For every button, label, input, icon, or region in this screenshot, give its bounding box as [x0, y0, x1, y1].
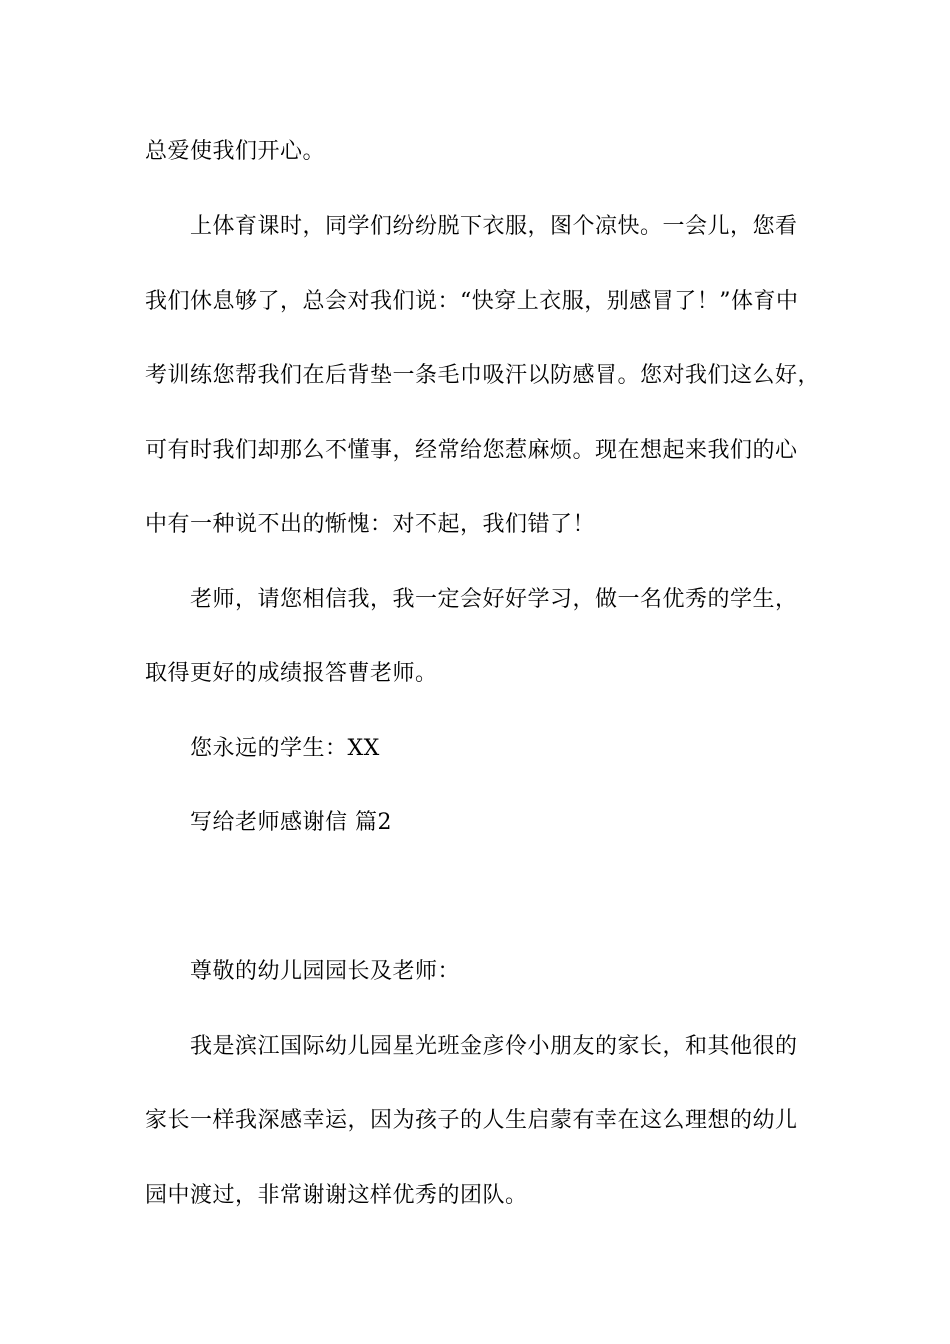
paragraph-line: 家长一样我深感幸运，因为孩子的人生启蒙有幸在这么理想的幼儿: [145, 1108, 798, 1133]
salutation-line: 尊敬的幼儿园园长及老师：: [190, 959, 461, 984]
paragraph-line: 中有一种说不出的惭愧：对不起，我们错了！: [145, 512, 596, 537]
signature-line: 您永远的学生：XX: [190, 736, 380, 761]
paragraph-line: 园中渡过，非常谢谢这样优秀的团队。: [145, 1183, 528, 1208]
paragraph-line: 我们休息够了，总会对我们说：“快穿上衣服，别感冒了！”体育中: [145, 289, 799, 314]
section-heading: 写给老师感谢信 篇2: [190, 810, 392, 835]
paragraph-line: 总爱使我们开心。: [145, 139, 326, 164]
paragraph-line: 老师，请您相信我，我一定会好好学习，做一名优秀的学生，: [190, 587, 798, 612]
paragraph-line: 取得更好的成绩报答曹老师。: [145, 661, 438, 686]
paragraph-line: 我是滨江国际幼儿园星光班金彦伶小朋友的家长，和其他很的: [190, 1034, 798, 1059]
paragraph-line: 可有时我们却那么不懂事，经常给您惹麻烦。现在想起来我们的心: [145, 438, 798, 463]
paragraph-line: 上体育课时，同学们纷纷脱下衣服，图个凉快。一会儿，您看: [190, 214, 798, 239]
paragraph-line: 考训练您帮我们在后背垫一条毛巾吸汗以防感冒。您对我们这么好，: [145, 363, 821, 388]
